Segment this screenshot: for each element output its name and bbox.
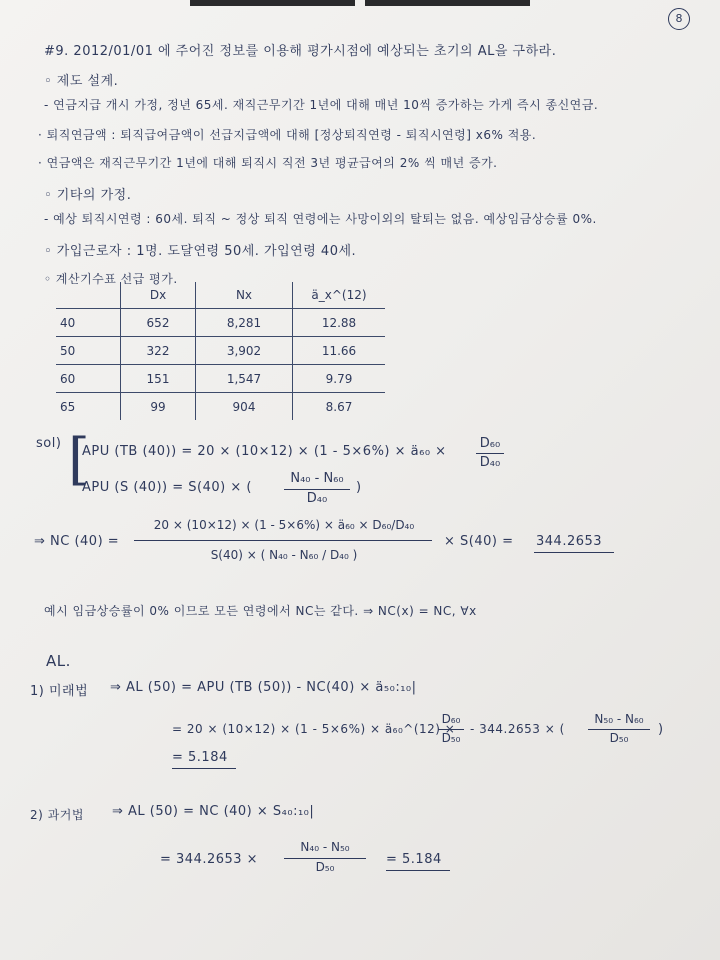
table-header-dx: Dx — [121, 282, 196, 309]
nc-rhs: × S(40) = — [444, 534, 514, 549]
method1-frac-bar — [438, 729, 464, 730]
page-number: 8 — [668, 8, 690, 30]
nc-lhs: ⇒ NC (40) = — [34, 534, 120, 549]
method1-frac-denominator: D₅₀ — [441, 731, 461, 745]
nc-numerator: 20 × (10×12) × (1 - 5×6%) × ä₆₀ × D₆₀/D₄₀ — [153, 518, 415, 532]
apu-s-frac-numerator: N₄₀ - N₆₀ — [290, 471, 344, 486]
table-cell-annuity: 12.88 — [293, 309, 386, 337]
table-cell-dx: 322 — [121, 337, 196, 365]
system-brace: [ — [68, 427, 90, 492]
binder-ring-left — [190, 0, 355, 6]
table-cell-annuity: 11.66 — [293, 337, 386, 365]
method1-close: ) — [658, 722, 664, 737]
method1-minus-term: - 344.2653 × ( — [470, 722, 565, 736]
apu-s-frac-bar — [284, 489, 350, 490]
method2-frac-bar — [284, 858, 366, 859]
table-cell-annuity: 9.79 — [293, 365, 386, 393]
bullet-participant: ◦ 가입근로자 : 1명. 도달연령 50세. 가입연령 40세. — [44, 244, 357, 259]
method2-value: = 5.184 — [386, 852, 442, 867]
table-row — [56, 393, 385, 421]
bullet-benefit-accrual: · 연금액은 재직근무기간 1년에 대해 퇴직시 직전 3년 평균급여의 2% 씩 매년 증가. — [38, 156, 498, 170]
method1-label: 1) 미래법 — [30, 684, 89, 699]
method1-equation: ⇒ AL (50) = APU (TB (50)) - NC(40) × ä₅₀:₁₀| — [110, 680, 417, 695]
table-cell-nx: 3,902 — [196, 337, 293, 365]
method2-label: 2) 과거법 — [30, 808, 84, 822]
apu-s-frac-denominator: D₄₀ — [306, 491, 328, 506]
nc-constant-note: 예시 임금상승률이 0% 이므로 모든 연령에서 NC는 같다. ⇒ NC(x) = NC, ∀x — [44, 604, 477, 618]
method1-frac2-numerator: N₅₀ - N₆₀ — [594, 712, 644, 726]
method1-value-underline — [172, 768, 236, 769]
table-cell-age: 65 — [56, 393, 121, 421]
binder-ring-right — [365, 0, 530, 6]
table-cell-age: 50 — [56, 337, 121, 365]
method1-frac2-bar — [588, 729, 650, 730]
apu-tb-frac-bar — [476, 453, 504, 454]
bullet-plan-design: ◦ 제도 설계. — [44, 74, 119, 89]
bullet-retirement-age: - 예상 퇴직시연령 : 60세. 퇴직 ~ 정상 퇴직 연령에는 사망이외의 탈퇴는 없음. 예상임금상승률 0%. — [44, 212, 597, 226]
al-label: AL. — [46, 652, 71, 670]
nc-value: 344.2653 — [536, 534, 603, 549]
method2-expression: = 344.2653 × — [160, 852, 259, 867]
table-cell-nx: 1,547 — [196, 365, 293, 393]
method2-value-underline — [386, 870, 450, 871]
method2-frac-denominator: D₅₀ — [315, 860, 335, 874]
table-cell-age: 40 — [56, 309, 121, 337]
apu-s-close: ) — [356, 480, 362, 495]
nc-denominator: S(40) × ( N₄₀ - N₆₀ / D₄₀ ) — [210, 548, 358, 562]
bullet-early-retirement: · 퇴직연금액 : 퇴직급여금액이 선급지급액에 대해 [정상퇴직연령 - 퇴직시연령] x6% 적용. — [38, 128, 537, 142]
solution-label: sol) — [36, 436, 62, 451]
table-cell-dx: 652 — [121, 309, 196, 337]
nc-value-underline — [534, 552, 614, 553]
table-cell-dx: 151 — [121, 365, 196, 393]
bullet-benefit-start: - 연금지급 개시 가정, 정년 65세. 재직근무기간 1년에 대해 매년 10씩 증가하는 가게 즉시 종신연금. — [44, 98, 599, 112]
table-row — [56, 365, 385, 393]
commutation-table — [56, 282, 385, 420]
method2-equation: ⇒ AL (50) = NC (40) × S₄₀:₁₀| — [112, 804, 315, 819]
method1-value: = 5.184 — [172, 750, 228, 765]
table-cell-annuity: 8.67 — [293, 393, 386, 421]
table-row — [56, 309, 385, 337]
bullet-commutation: ◦ 계산기수표 선급 평가. — [44, 272, 178, 286]
table-header-nx: Nx — [196, 282, 293, 309]
table-header-age — [56, 282, 121, 309]
method2-frac-numerator: N₄₀ - N₅₀ — [300, 840, 350, 854]
apu-tb-frac-denominator: D₄₀ — [479, 455, 501, 470]
apu-tb-frac-numerator: D₆₀ — [479, 436, 501, 451]
apu-tb-equation: APU (TB (40)) = 20 × (10×12) × (1 - 5×6%) × ä₆₀ × — [82, 444, 447, 459]
table-row — [56, 337, 385, 365]
table-cell-dx: 99 — [121, 393, 196, 421]
apu-s-equation: APU (S (40)) = S(40) × ( — [82, 480, 252, 495]
method1-expression: = 20 × (10×12) × (1 - 5×6%) × ä₆₀^(12) × — [172, 722, 456, 736]
table-cell-nx: 904 — [196, 393, 293, 421]
nc-frac-bar — [134, 540, 432, 541]
table-cell-nx: 8,281 — [196, 309, 293, 337]
problem-heading: #9. 2012/01/01 에 주어진 정보를 이용해 평가시점에 예상되는 초기의 AL을 구하라. — [44, 44, 557, 59]
method1-frac-numerator: D₆₀ — [441, 712, 461, 726]
method1-frac2-denominator: D₅₀ — [609, 731, 629, 745]
bullet-assumptions: ◦ 기타의 가정. — [44, 188, 132, 203]
table-header-annuity: ä_x^(12) — [311, 288, 367, 302]
table-cell-age: 60 — [56, 365, 121, 393]
